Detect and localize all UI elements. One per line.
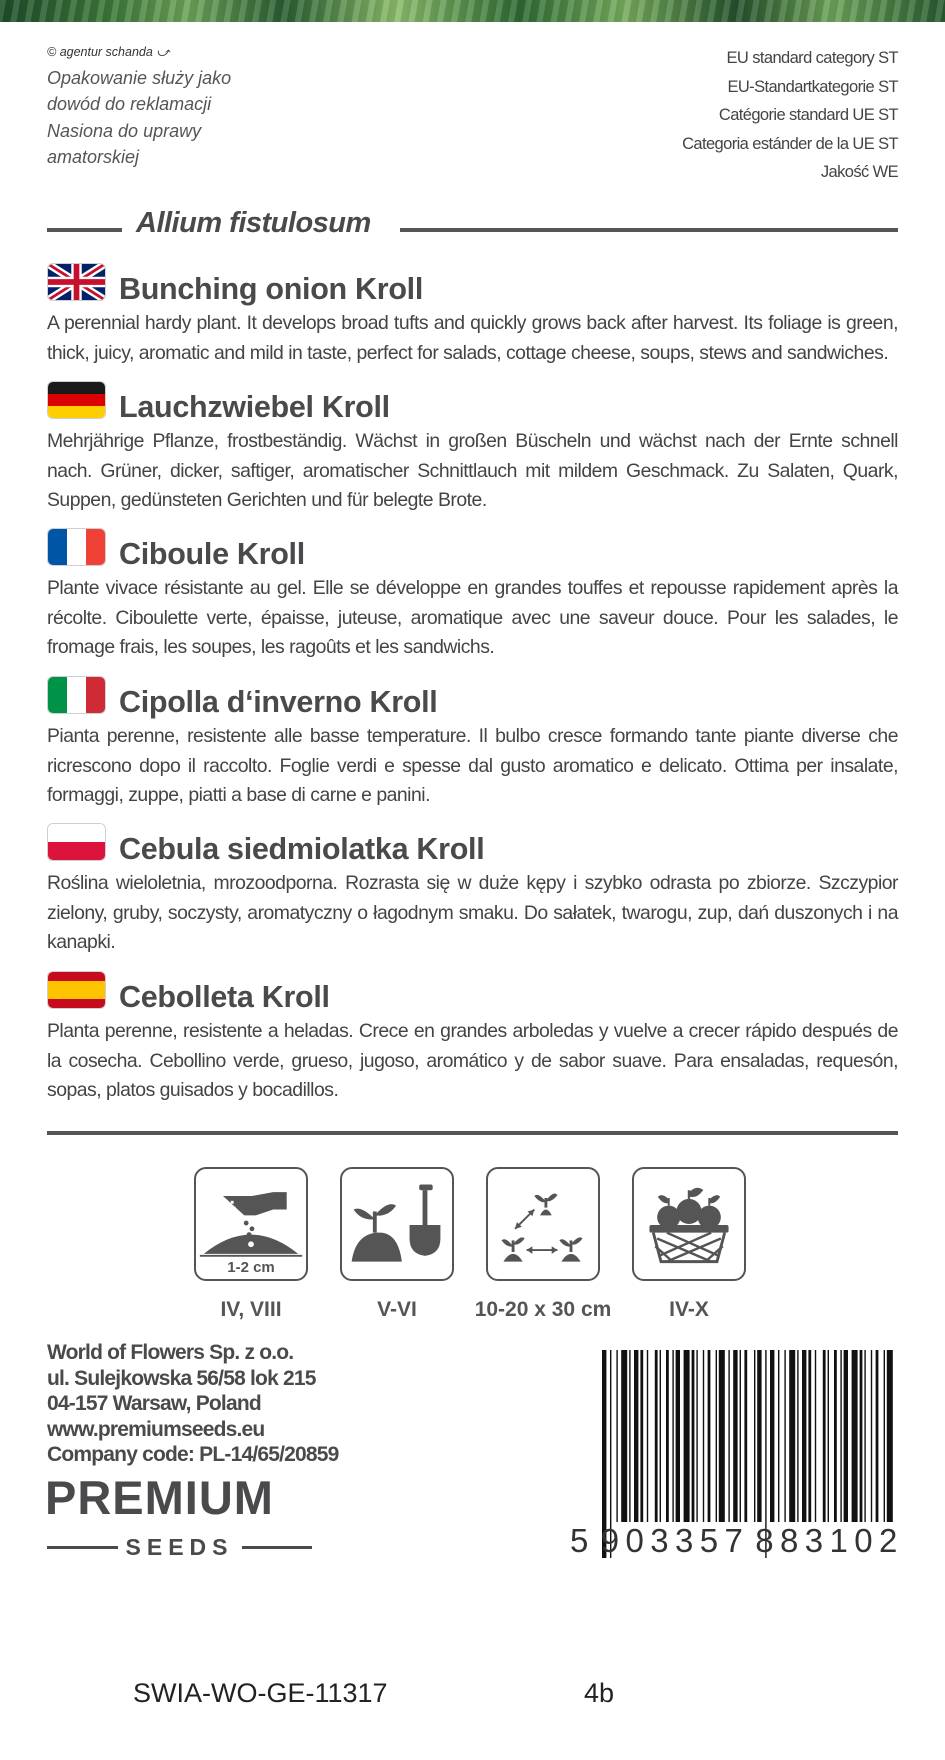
agency-credit: © agentur schanda ⤻ (47, 45, 170, 59)
section-divider (47, 1131, 898, 1135)
barcode-bar (640, 1350, 643, 1522)
barcode-bar (692, 1350, 695, 1522)
barcode-bar (676, 1350, 680, 1522)
barcode-bar (852, 1350, 858, 1522)
lang-body-es: Planta perenne, resistente a heladas. Crece en grandes arboledas y vuelve a crecer rápido después de la cosecha. Cebollino verde, grueso, jugoso, aromático y de sabor suave. Para ensaladas, requesón, sopas, platos guisados y bocadillos. (47, 1020, 898, 1101)
icon-caption-harvest: IV-X (669, 1298, 709, 1321)
amateur-note: Nasiona do uprawy amatorskiej (47, 121, 202, 167)
barcode-bar (634, 1350, 638, 1522)
variant-code: 4b (584, 1678, 615, 1708)
latin-name: Allium fistulosum (136, 207, 371, 239)
barcode-bar (660, 1350, 661, 1522)
lang-body-de: Mehrjährige Pflanze, frostbeständig. Wächst in großen Büscheln und wächst nach der Ernte schnell nach. Grüner, dicker, saftiger, aromatischer Schnittlauch mit mildem Geschmack. Zu Salaten, Quark, Suppen, gedünsteten Gerichten und für belegte Brote. (47, 430, 898, 511)
germany-flag-icon (47, 381, 106, 419)
barcode-bar (808, 1350, 811, 1522)
barcode-bar (647, 1350, 648, 1522)
barcode-bar (744, 1350, 747, 1522)
planting-icon (340, 1167, 454, 1281)
barcode-bar (728, 1350, 729, 1522)
barcode-digit: 3 (675, 1522, 696, 1559)
barcode-bar (708, 1350, 711, 1522)
barcode-bar (719, 1350, 725, 1522)
barcode-digit: 1 (829, 1522, 851, 1559)
lang-title-de: Lauchzwiebel Kroll (119, 390, 390, 424)
barcode-digit: 7 (724, 1522, 746, 1559)
barcode-bar (655, 1350, 658, 1522)
barcode-digit: 3 (650, 1522, 672, 1559)
barcode-digit: 3 (804, 1522, 826, 1559)
barcode-digit: 9 (600, 1522, 622, 1559)
barcode-number (570, 1522, 900, 1560)
barcode-bar (844, 1350, 848, 1522)
eu-standard-block: EU standard category ST EU-Standartkategorie ST Catégorie standard UE ST Categoria estánder de la UE ST Jakość WE (682, 49, 898, 181)
barcode-bar (696, 1350, 697, 1522)
barcode-bar (672, 1350, 673, 1522)
barcode-bar (740, 1350, 741, 1522)
company-address: World of Flowers Sp. z o.o. ul. Sulejkowska 56/58 lok 215 04-157 Warsaw, Poland www.premiumseeds.eu Company code: PL-14/65/20859 (47, 1341, 339, 1466)
lang-title-fr: Ciboule Kroll (119, 537, 305, 571)
france-flag-icon (47, 528, 106, 566)
lang-body-pl: Roślina wieloletnia, mrozoodporna. Rozrasta się w duże kępy i szybko odrasta po zbiorze. Szczypior zielony, gruby, soczysty, aromatyczny o łagodnym smaku. Do sałatek, twarogu, zup, dań duszonych i na kanapki. (47, 872, 898, 953)
barcode-digit: 0 (625, 1522, 647, 1559)
seeds-logo: SEEDS (47, 1536, 312, 1559)
barcode-digit: 0 (854, 1522, 876, 1559)
lang-title-pl: Cebula siedmiolatka Kroll (119, 832, 485, 866)
premium-logo: PREMIUM (45, 1471, 274, 1524)
barcode-bar (778, 1350, 779, 1522)
barcode-bar (887, 1350, 893, 1522)
sowing-depth-label: 1-2 cm (227, 1259, 275, 1276)
barcode-bar (864, 1350, 865, 1522)
product-code: SWIA-WO-GE-11317 (133, 1678, 388, 1708)
barcode-bar (823, 1350, 826, 1522)
barcode-bar (840, 1350, 841, 1522)
barcode-bar (815, 1350, 816, 1522)
lang-title-es: Cebolleta Kroll (119, 980, 330, 1014)
icon-caption-planting: V-VI (377, 1298, 417, 1321)
spacing-icon (486, 1167, 600, 1281)
barcode-bar (629, 1350, 630, 1522)
uk-flag-icon (47, 263, 106, 301)
barcode-bar (703, 1350, 704, 1522)
barcode-digit: 5 (699, 1522, 721, 1559)
sowing-depth-icon (194, 1167, 308, 1281)
italy-flag-icon (47, 676, 106, 714)
barcode-bar (784, 1350, 785, 1522)
top-photo-strip (0, 0, 945, 22)
barcode-bar (860, 1350, 863, 1522)
lang-body-it: Pianta perenne, resistente alle basse temperature. Il bulbo cresce formando tante piante diverse che ricrescono dopo il raccolto. Foglie verdi e spesse dal gusto aromatico e delicato. Ottima per insalate, formaggi, zuppe, piatti a base di carne e panini. (47, 725, 898, 806)
barcode-bar (876, 1350, 879, 1522)
barcode-bar (834, 1350, 837, 1522)
divider-right (400, 228, 898, 232)
barcode-bar (666, 1350, 669, 1522)
barcode-bar (684, 1350, 690, 1522)
barcode-bar (797, 1350, 798, 1522)
icon-caption-spacing: 10-20 x 30 cm (474, 1298, 612, 1321)
barcode-bar (884, 1350, 885, 1522)
harvest-basket-icon (632, 1167, 746, 1281)
lang-body-fr: Plante vivace résistante au gel. Elle se développe en grandes touffes et repousse rapidement après la récolte. Ciboulette verte, épaisse, juteuse, aromatique avec une saveur douce. Pour les salades, le fromage frais, les soupes, les ragoûts et les sandwichs. (47, 577, 898, 658)
barcode-bar (770, 1350, 774, 1522)
barcode-digit: 5 (570, 1522, 591, 1559)
barcode-bar (757, 1350, 761, 1522)
barcode-bar (616, 1350, 617, 1522)
barcode-bar (802, 1350, 806, 1522)
lang-title-it: Cipolla d‘inverno Kroll (119, 685, 438, 719)
barcode-bar (789, 1350, 795, 1522)
barcode-bar (733, 1350, 737, 1522)
barcode-bar (828, 1350, 829, 1522)
divider-left (47, 228, 122, 232)
barcode-digit: 8 (755, 1522, 777, 1559)
barcode-digit: 2 (879, 1522, 900, 1559)
barcode-bar (754, 1350, 755, 1522)
icon-caption-sowing: IV, VIII (220, 1298, 282, 1321)
spain-flag-icon (47, 971, 106, 1009)
poland-flag-icon (47, 823, 106, 861)
complaint-note: Opakowanie służy jako dowód do reklamacji (47, 68, 232, 114)
barcode-bar (716, 1350, 717, 1522)
barcode-bar (621, 1350, 627, 1522)
lang-title-en: Bunching onion Kroll (119, 272, 424, 306)
barcode-digit: 8 (780, 1522, 801, 1559)
barcode-bar (871, 1350, 872, 1522)
lang-body-en: A perennial hardy plant. It develops broad tufts and quickly grows back after harvest. Its foliage is green, thick, juicy, aromatic and mild in taste, perfect for salads, cottage cheese, soups, stews and sandwiches. (47, 312, 898, 364)
